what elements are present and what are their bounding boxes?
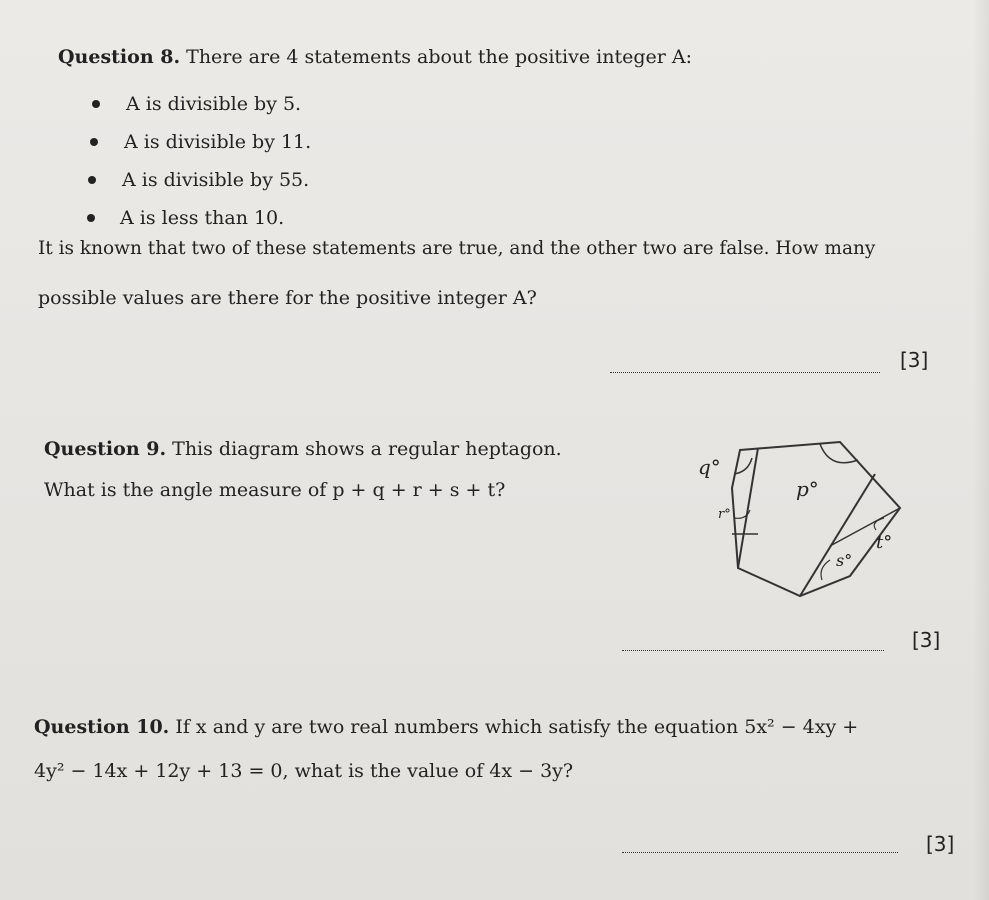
q10-text-1: If x and y are two real numbers which satisfy the equation 5x² − 4xy +: [175, 716, 859, 738]
q8-intro: There are 4 statements about the positive integer A:: [186, 46, 692, 68]
q8-statement-3: A is divisible by 55.: [122, 169, 310, 191]
arc-s: [821, 560, 830, 580]
q8-heading: [58, 44, 692, 70]
q9-question: What is the angle measure of p + q + r + s + t?: [44, 479, 506, 501]
label-r: r°: [718, 507, 731, 522]
q10-number: Question 10.: [34, 716, 170, 738]
q8-body-line-1: It is known that two of these statements are true, and the other two are false. How many: [38, 238, 876, 259]
q8-marks: [3]: [900, 348, 929, 372]
q9-answer-line[interactable]: [622, 650, 884, 651]
q8-bullet-3: [88, 176, 96, 184]
q10-answer-line[interactable]: [622, 852, 898, 853]
q9-number: Question 9.: [44, 438, 167, 460]
q8-statement-1: A is divisible by 5.: [126, 93, 302, 115]
q8-answer-line[interactable]: [610, 372, 880, 373]
arc-p: [820, 444, 858, 463]
q9-intro: This diagram shows a regular heptagon.: [172, 438, 562, 460]
q10-line-2: 4y² − 14x + 12y + 13 = 0, what is the value of 4x − 3y?: [34, 760, 574, 782]
label-s: s°: [836, 551, 853, 570]
q8-body-line-2: possible values are there for the positive integer A?: [38, 287, 537, 309]
q8-bullet-1: [92, 100, 100, 108]
q8-statement-4: A is less than 10.: [120, 207, 285, 229]
q8-statement-2: A is divisible by 11.: [124, 131, 312, 153]
q8-number: Question 8.: [58, 46, 181, 68]
q9-heading: [44, 436, 562, 462]
heptagon-diagram: [690, 438, 920, 603]
q10-line-1: [34, 714, 858, 740]
q8-bullet-2: [90, 138, 98, 146]
heptagon-outline: [732, 442, 900, 596]
label-p: p°: [796, 477, 819, 501]
page-edge-shadow: [973, 0, 989, 900]
label-t: t°: [876, 532, 893, 553]
arc-t: [874, 518, 884, 530]
q9-marks: [3]: [912, 628, 941, 652]
q10-marks: [3]: [926, 832, 955, 856]
label-q: q°: [698, 455, 721, 479]
q8-bullet-4: [87, 214, 95, 222]
